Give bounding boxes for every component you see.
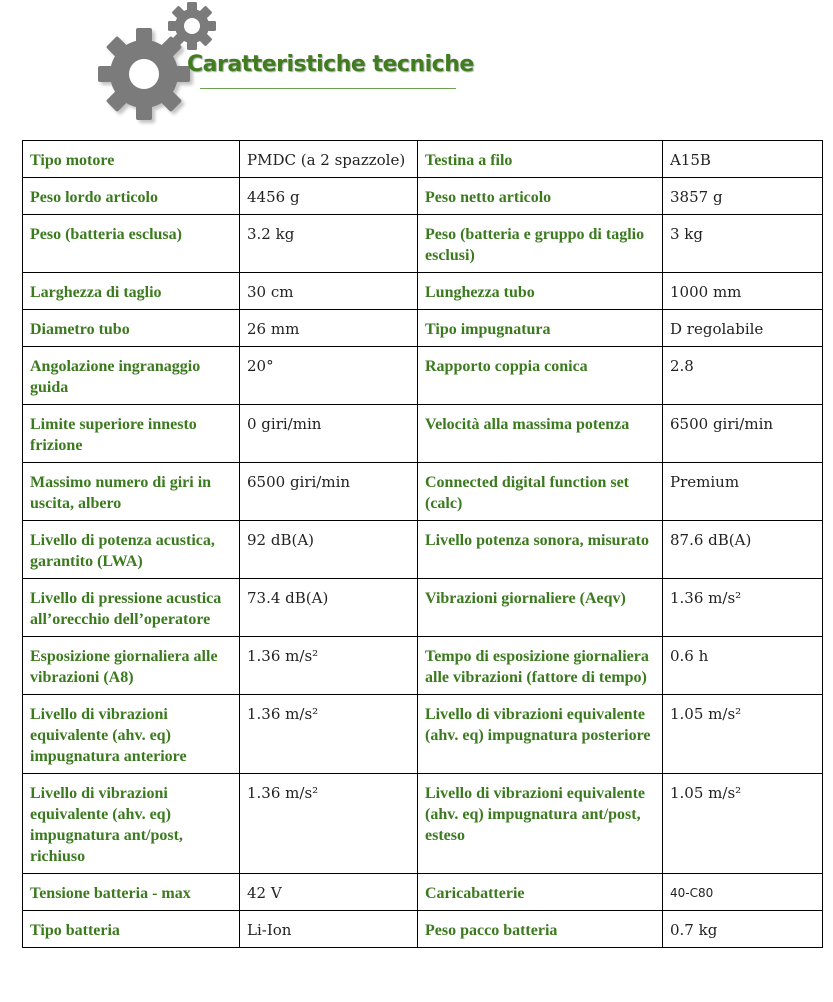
spec-label: Tempo di esposizione giornaliera alle vibrazioni (fattore di tempo) — [418, 637, 663, 695]
spec-label: Rapporto coppia conica — [418, 347, 663, 405]
spec-value: 1.36 m/s² — [240, 774, 418, 874]
table-row — [23, 874, 823, 911]
spec-label: Tensione batteria - max — [23, 874, 240, 911]
spec-value: 2.8 — [663, 347, 823, 405]
spec-label: Livello di pressione acustica all’orecchio dell’operatore — [23, 579, 240, 637]
spec-value: 30 cm — [240, 273, 418, 310]
spec-label: Livello potenza sonora, misurato — [418, 521, 663, 579]
table-row — [23, 310, 823, 347]
spec-label: Livello di vibrazioni equivalente (ahv. eq) impugnatura anteriore — [23, 695, 240, 774]
table-row — [23, 521, 823, 579]
spec-label: Caricabatterie — [418, 874, 663, 911]
spec-label: Livello di vibrazioni equivalente (ahv. eq) impugnatura posteriore — [418, 695, 663, 774]
table-row — [23, 178, 823, 215]
spec-value: 3857 g — [663, 178, 823, 215]
spec-label: Peso lordo articolo — [23, 178, 240, 215]
spec-value: 26 mm — [240, 310, 418, 347]
table-row — [23, 463, 823, 521]
table-row — [23, 405, 823, 463]
spec-value: 6500 giri/min — [240, 463, 418, 521]
table-row — [23, 695, 823, 774]
spec-value: 0.7 kg — [663, 911, 823, 948]
spec-label: Angolazione ingranaggio guida — [23, 347, 240, 405]
table-row — [23, 774, 823, 874]
spec-label: Massimo numero di giri in uscita, albero — [23, 463, 240, 521]
spec-value: 1.36 m/s² — [240, 695, 418, 774]
table-row — [23, 637, 823, 695]
spec-label: Lunghezza tubo — [418, 273, 663, 310]
spec-value: 40-C80 — [663, 874, 823, 911]
spec-value: 6500 giri/min — [663, 405, 823, 463]
spec-label: Livello di vibrazioni equivalente (ahv. eq) impugnatura ant/post, esteso — [418, 774, 663, 874]
spec-value: 1.36 m/s² — [663, 579, 823, 637]
table-row — [23, 347, 823, 405]
spec-label: Connected digital function set (calc) — [418, 463, 663, 521]
spec-value: 1000 mm — [663, 273, 823, 310]
spec-value: 0 giri/min — [240, 405, 418, 463]
spec-value: A15B — [663, 141, 823, 178]
spec-label: Peso netto articolo — [418, 178, 663, 215]
spec-value: 92 dB(A) — [240, 521, 418, 579]
header — [0, 0, 833, 140]
spec-label: Peso (batteria esclusa) — [23, 215, 240, 273]
table-row — [23, 141, 823, 178]
spec-value: 42 V — [240, 874, 418, 911]
spec-value: 1.36 m/s² — [240, 637, 418, 695]
spec-value: 3 kg — [663, 215, 823, 273]
table-row — [23, 215, 823, 273]
spec-value: Premium — [663, 463, 823, 521]
spec-label: Livello di potenza acustica, garantito (LWA) — [23, 521, 240, 579]
spec-value: 4456 g — [240, 178, 418, 215]
spec-value: 20° — [240, 347, 418, 405]
spec-label: Livello di vibrazioni equivalente (ahv. eq) impugnatura ant/post, richiuso — [23, 774, 240, 874]
spec-label: Velocità alla massima potenza — [418, 405, 663, 463]
spec-label: Tipo impugnatura — [418, 310, 663, 347]
spec-label: Limite superiore innesto frizione — [23, 405, 240, 463]
page-title: Caratteristiche tecniche — [187, 52, 474, 77]
spec-value: PMDC (a 2 spazzole) — [240, 141, 418, 178]
spec-label: Diametro tubo — [23, 310, 240, 347]
spec-label: Testina a filo — [418, 141, 663, 178]
spec-value: 73.4 dB(A) — [240, 579, 418, 637]
table-row — [23, 273, 823, 310]
table-row — [23, 911, 823, 948]
spec-label: Tipo motore — [23, 141, 240, 178]
spec-label: Esposizione giornaliera alle vibrazioni (A8) — [23, 637, 240, 695]
specs-table — [22, 140, 823, 948]
spec-value: D regolabile — [663, 310, 823, 347]
spec-label: Peso (batteria e gruppo di taglio esclusi) — [418, 215, 663, 273]
spec-value: 1.05 m/s² — [663, 695, 823, 774]
spec-value: 1.05 m/s² — [663, 774, 823, 874]
spec-label: Vibrazioni giornaliere (Aeqv) — [418, 579, 663, 637]
table-row — [23, 579, 823, 637]
spec-value: 87.6 dB(A) — [663, 521, 823, 579]
title-underline — [200, 88, 456, 89]
spec-label: Peso pacco batteria — [418, 911, 663, 948]
spec-value: 0.6 h — [663, 637, 823, 695]
spec-value: 3.2 kg — [240, 215, 418, 273]
spec-label: Tipo batteria — [23, 911, 240, 948]
spec-value: Li-Ion — [240, 911, 418, 948]
spec-label: Larghezza di taglio — [23, 273, 240, 310]
